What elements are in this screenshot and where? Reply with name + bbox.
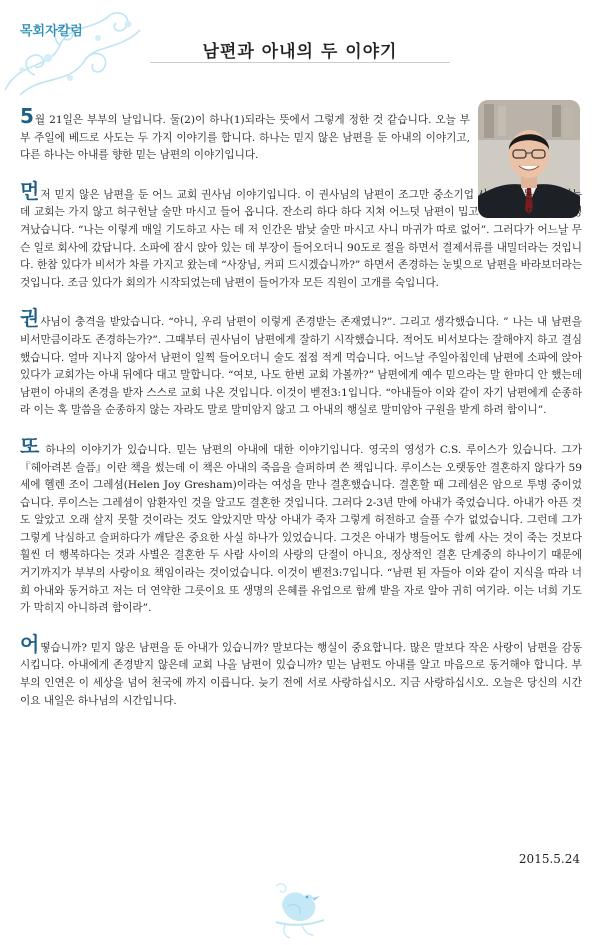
publish-date: 2015.5.24: [518, 852, 580, 866]
bird-on-branch-ornament: [268, 876, 328, 940]
dropcap: 먼: [20, 178, 40, 203]
paragraph-text: 월 21일은 부부의 날입니다. 둘(2)이 하나(1)되라는 뜻에서 그렇게 정한 것 같습니다. 오늘 부부 주일에 베드로 사도는 두 가지 이야기를 합니다. 하나는 믿지 않은 남편을 둔 아내의 이야기고, 다른 하나는 아내를 향한 믿는 남편의 이야기입니다.: [20, 114, 470, 162]
paragraph-4: [20, 433, 582, 618]
paragraph-text: 하나의 이야기가 있습니다. 믿는 남편의 아내에 대한 이야기입니다. 영국의 영성가 C.S. 루이스가 있습니다. 그가 『헤아려본 슬픔』이란 책을 썼는데 이 책은 아내의 죽음을 슬퍼하며 쓴 책입니다. 루이스는 오랫동안 결혼하지 않다가 59세에 헬렌 조이 그레셤(Helen Joy Gresham)이라는 여성을 만나 결혼했습니다. 결혼할 때 그레셤은 암으로 투병 중이었습니다. 루이스는 그레셤이 암환자인 것을 알고도 결혼한 것입니다. 그러다 2-3년 만에 아내가 죽었습니다. 아내가 아픈 것도 알았고 오래 살지 못할 것이라는 것도 알았지만 막상 아내가 죽자 그렇게 허전하고 슬플 수가 없었습니다. 그런데 그가 그렇게 낙심하고 슬퍼하다가 깨닫은 중요한 사실 하나가 있었습니다. 그것은 아내가 병들어도 함께 사는 것이 죽는 것보다 훨씬 더 행복하다는 것과 사별은 결혼한 두 사람 사이의 사랑의 단절이 아니요, 정상적인 결혼 단계중의 하나이기 때문에 거기까지가 부부의 사랑이요 책임이라는 것이었습니다. 이것이 벧전3:7입니다. “남편 된 자들아 이와 같이 지식을 따라 너희 아내와 동거하고 저는 더 연약한 그릇이요 또 생명의 은혜를 유업으로 함께 받을 자로 알아 귀히 여기라. 이는 너희 기도가 막히지 아니하려 함이라”.: [20, 443, 582, 615]
dropcap: 또: [20, 433, 40, 458]
paragraph-5: [20, 631, 582, 710]
paragraph-text: 사님이 충격을 받았습니다. “아니, 우리 남편이 이렇게 존경받는 존재였니?”. 그리고 생각했습니다. ” 나는 내 남편을 비서만큼이라도 존경하는가?”. 그때부터 권사님이 남편에게 잘하기 시작했습니다. 적어도 비서보다는 잘해야지 하고 결심했습니다. 얼마 지나지 않아서 남편이 일찍 들어오더니 술도 점점 적게 먹습니다. 어느날 주일아침인데 남편에 소파에 앉아 있다가 교회가는 아내 뒤에다 대고 말합니다. “여보, 나도 한번 교회 가볼까?” 남편에게 예수 믿으라는 말 한마디 안 했는데 남편이 아내의 존경을 받자 스스로 교회 나온 것입니다. 이것이 벧전3:1입니다. “아내들아 이와 같이 자기 남편에게 순종하라 이는 혹 말씀을 순종하지 않는 자라도 말로 말미암지 않고 그 아내의 행실로 말미암아 구원을 받게 하려 함이니”.: [20, 316, 583, 417]
dropcap: 5: [20, 104, 34, 128]
dropcap: 어: [20, 631, 40, 656]
paragraph-3: [20, 308, 582, 420]
paragraph-2: [20, 178, 582, 293]
paragraph-text: 떻습니까? 믿지 않은 남편을 둔 아내가 있습니까? 말보다는 행실이 중요합니다. 많은 말보다 작은 사랑이 남편을 감동시킵니다. 아내에게 존경받지 않은데 교회 나올 남편이 있습니까? 믿는 남편도 아내를 알고 마음으로 동거해야 합니다. 부부의 인연은 이 세상을 넘어 천국에 까지 이릅니다. 늦기 전에 서로 사랑하십시오. 지금 사랑하십시오. 오늘은 당신의 시간이요 내일은 하나님의 시간입니다.: [20, 641, 582, 707]
title-divider: [150, 62, 450, 63]
dropcap: 권: [20, 306, 40, 331]
article-body: [20, 106, 582, 726]
paragraph-text: 저 믿지 않은 남편을 둔 어느 교회 권사님 이야기입니다. 이 권사님의 남편이 조그만 중소기업 사장으로 돈은 잘 벼는 데 교회는 가지 않고 허구헌날 술만 마시고 들어 옵니다. 잔소리 하다 하다 지쳐 어느덧 남편이 밉고 무시하는 마음까지 생겨났습니다. “나는 이렇게 매일 기도하고 사는 데 저 인간은 밤낮 술만 마시고 사니 마귀가 따로 없어”. 그러다가 어느날 무슨 일로 회사에 갔답니다. 소파에 잠시 앉아 있는 데 부장이 들어오더니 90도로 절을 하면서 결제서류를 내밀더라는 것입니다. 한참 있다가 비서가 차를 가지고 왔는데 “사장님, 커피 드시겠습니까?” 하면서 존경하는 눈빛으로 남편을 바라보더라는 것입니다. 조금 있다가 회의가 시작되었는데 남편이 들어가자 모든 직원이 고개를 숙입니다.: [20, 188, 582, 289]
page-title: 남편과 아내의 두 이야기: [202, 42, 398, 62]
column-label: 목회자칼럼: [20, 24, 83, 39]
paragraph-1: [20, 106, 470, 165]
